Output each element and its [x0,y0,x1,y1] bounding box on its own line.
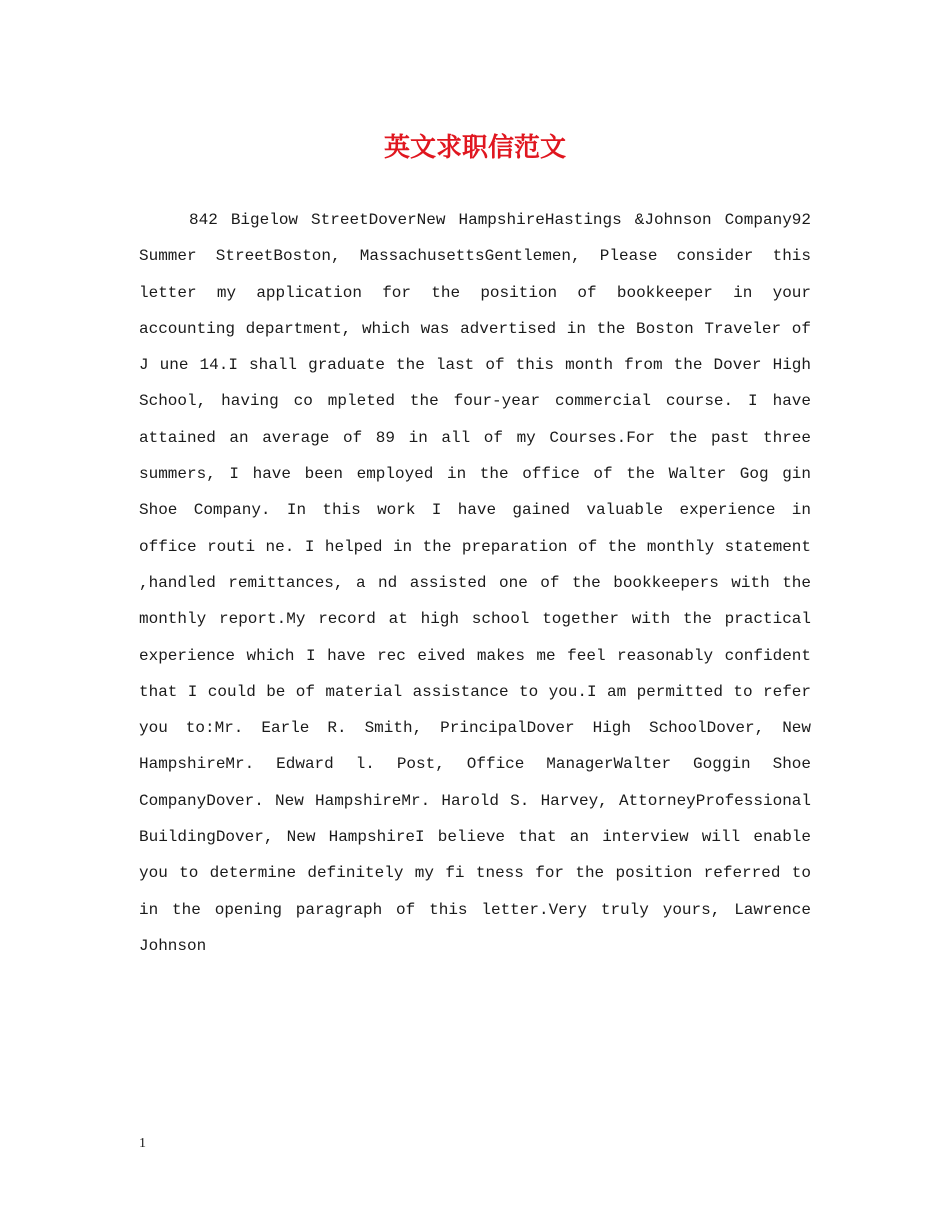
document-title: 英文求职信范文 [383,133,566,163]
page-number: 1 [139,1136,146,1151]
letter-body: 842 Bigelow StreetDoverNew HampshireHastings &Johnson Company92 Summer StreetBoston, MassachusettsGentlemen, Please consider this letter my application for the position of bookkeeper in your accounting department, which was advertised in the Boston Traveler of J une 14.I shall graduate the last of this month from the Dover High School, having co mpleted the four-year commercial course. I have attained an average of 89 in all of my Courses.For the past three summers, I have been employed in the office of the Walter Gog gin Shoe Company. In this work I have gained valuable experience in office routi ne. I helped in the preparation of the monthly statement ,handled remittances, a nd assisted one of the bookkeepers with the monthly report.My record at high school together with the practical experience which I have rec eived makes me feel reasonably confident that I could be of material assistance to you.I am permitted to refer you to:Mr. Earle R. Smith, PrincipalDover High SchoolDover, New HampshireMr. Edward l. Post, Office ManagerWalter Goggin Shoe CompanyDover. New HampshireMr. Harold S. Harvey, AttorneyProfessional BuildingDover, New HampshireI believe that an interview will enable you to determine definitely my fi tness for the position referred to in the opening paragraph of this letter.Very truly yours, Lawrence Johnson [139,211,811,955]
